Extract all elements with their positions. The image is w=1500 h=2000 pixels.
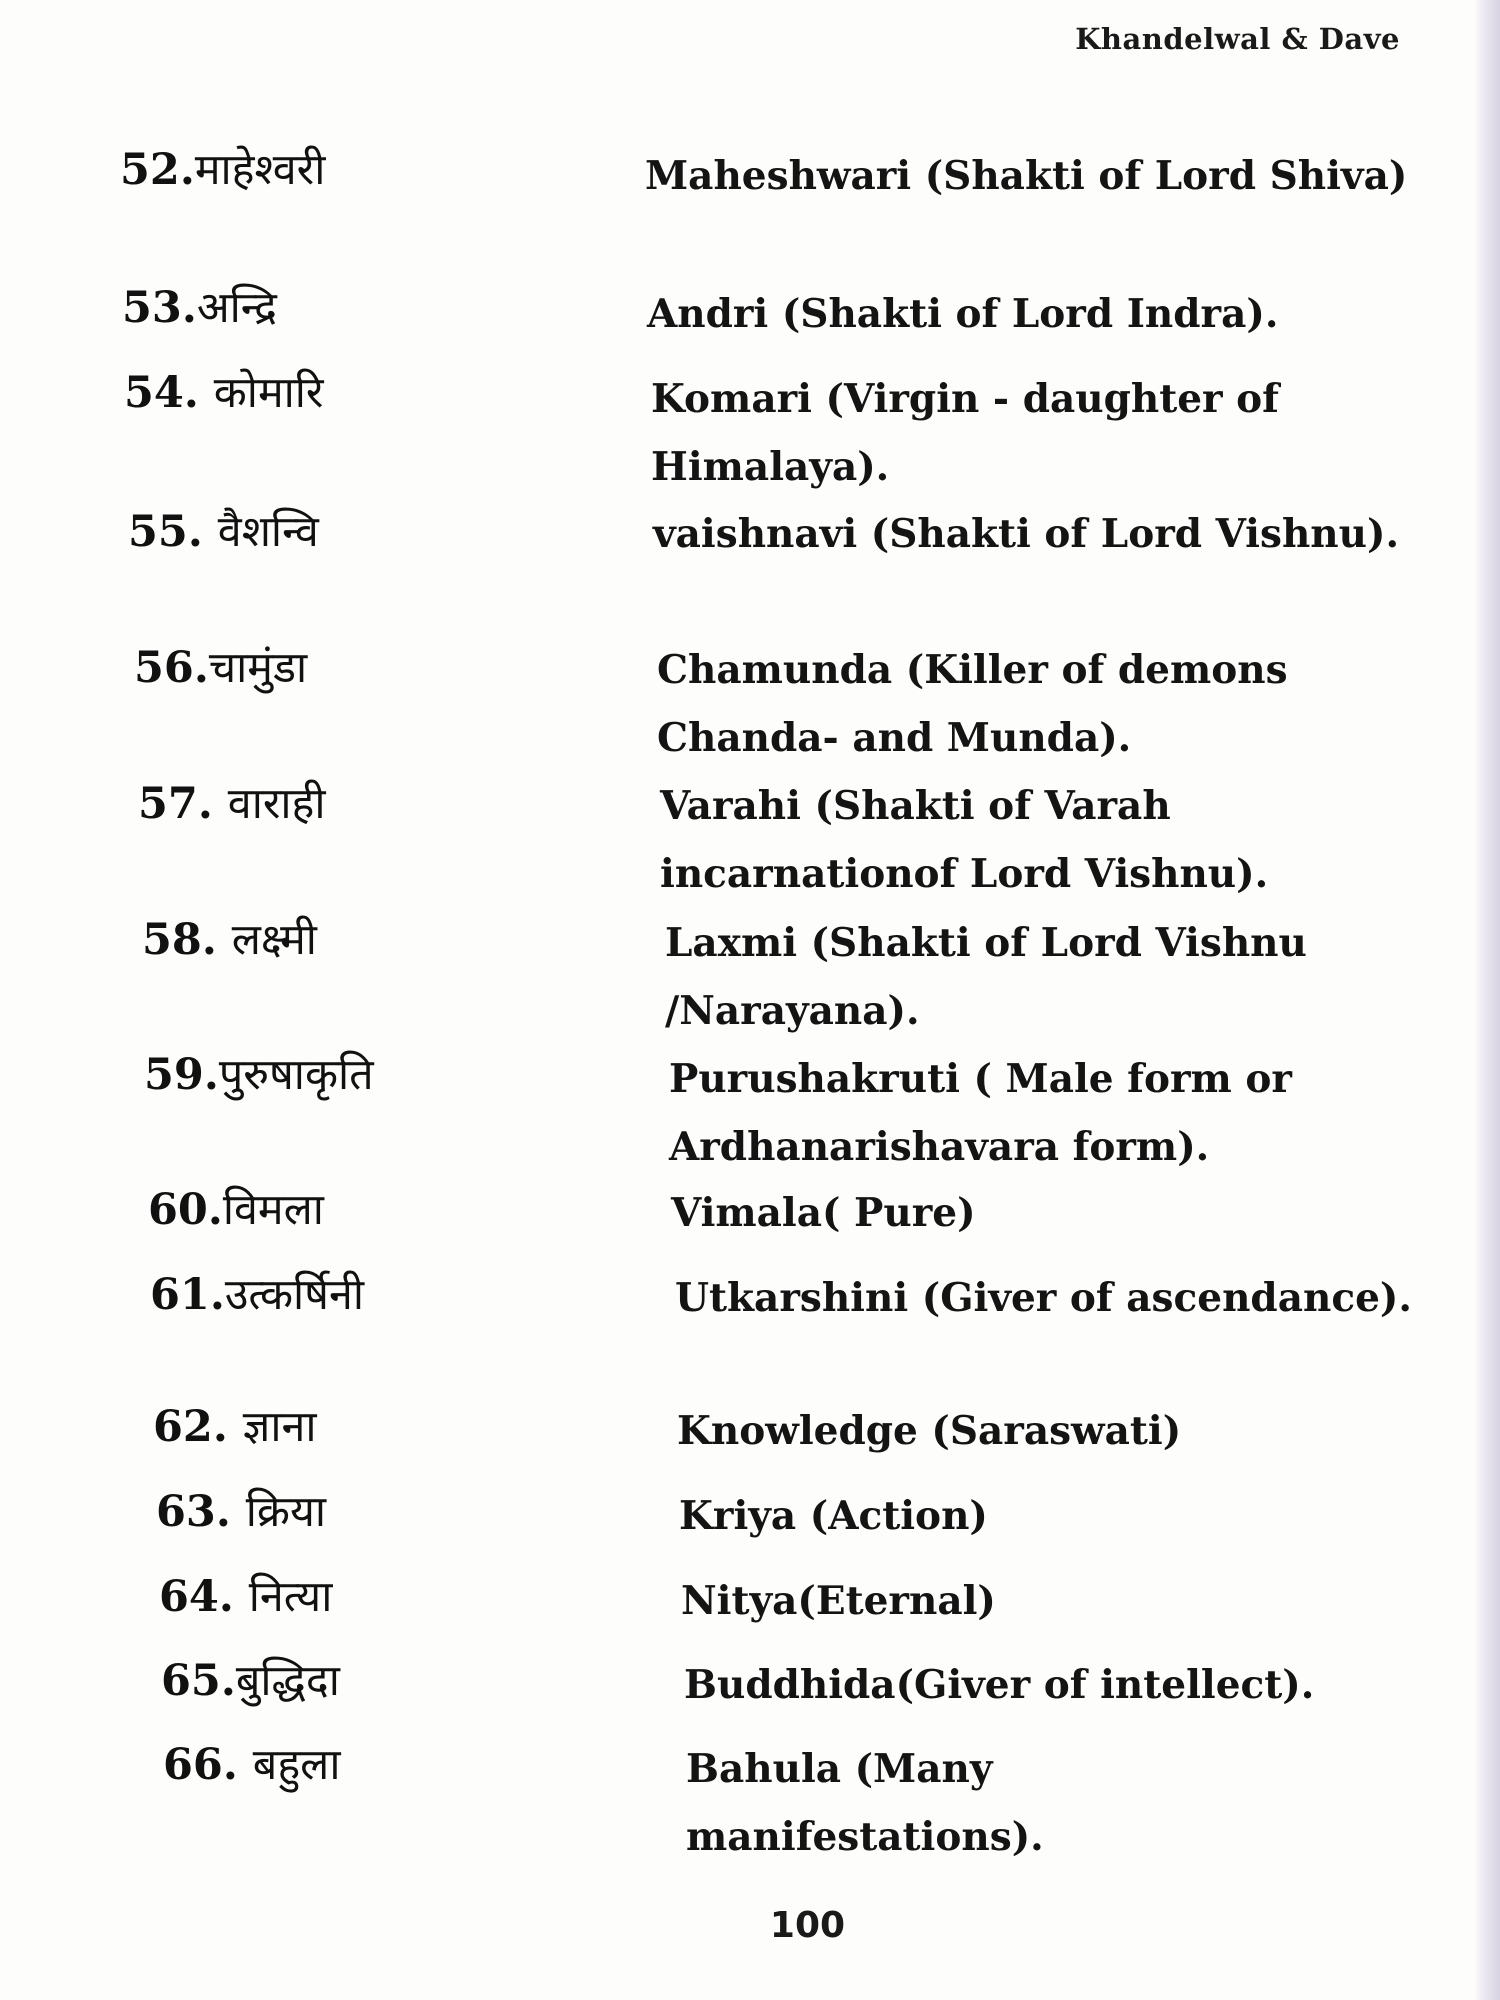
term-word: विमला	[222, 1185, 324, 1235]
entry-number: 62.	[153, 1402, 243, 1452]
english-meaning: Buddhida(Giver of intellect).	[684, 1662, 1315, 1708]
sanskrit-term	[124, 368, 324, 418]
sanskrit-term	[144, 1050, 374, 1100]
term-word: चामुंडा	[208, 643, 308, 693]
term-word: पुरुषाकृति	[218, 1050, 374, 1100]
entry-number: 61.	[150, 1270, 225, 1320]
entry-number: 60.	[148, 1185, 223, 1235]
entry-number: 63.	[156, 1487, 246, 1537]
entry-number: 54.	[124, 368, 214, 418]
english-meaning: Vimala( Pure)	[671, 1190, 976, 1236]
english-meaning: Utkarshini (Giver of ascendance).	[675, 1275, 1412, 1321]
sanskrit-term	[128, 507, 319, 557]
sanskrit-term	[122, 283, 277, 333]
sanskrit-term	[148, 1185, 324, 1235]
running-header: Khandelwal & Dave	[1075, 22, 1400, 56]
sanskrit-term	[161, 1656, 340, 1706]
english-meaning: Knowledge (Saraswati)	[677, 1408, 1182, 1454]
sanskrit-term	[138, 779, 326, 829]
term-word: अन्द्रि	[196, 283, 277, 333]
sanskrit-term	[120, 145, 325, 195]
entry-number: 66.	[163, 1740, 253, 1790]
term-word: ज्ञाना	[242, 1402, 317, 1452]
english-meaning: Kriya (Action)	[679, 1493, 988, 1539]
entry-number: 65.	[161, 1656, 236, 1706]
entry-number: 55.	[128, 507, 218, 557]
english-meaning: Purushakruti ( Male form or Ardhanarishavara form).	[669, 1056, 1292, 1170]
sanskrit-term	[134, 643, 307, 693]
sanskrit-term	[150, 1270, 364, 1320]
term-word: नित्या	[248, 1572, 333, 1622]
page-number: 100	[769, 1905, 846, 1946]
sanskrit-term	[159, 1572, 332, 1622]
english-meaning: Andri (Shakti of Lord Indra).	[647, 291, 1279, 337]
entry-number: 64.	[159, 1572, 249, 1622]
term-word: बहुला	[252, 1740, 341, 1790]
english-meaning: Komari (Virgin - daughter of Himalaya).	[651, 376, 1279, 490]
term-word: बुद्धिदा	[235, 1656, 340, 1706]
entry-number: 52.	[120, 145, 195, 195]
sanskrit-term	[142, 915, 317, 965]
term-word: उत्कर्षिनी	[224, 1270, 365, 1320]
entry-number: 56.	[134, 643, 209, 693]
entry-number: 58.	[142, 915, 232, 965]
english-meaning: Chamunda (Killer of demons Chanda- and Munda).	[657, 647, 1288, 761]
term-word: वैशन्वि	[217, 507, 319, 557]
term-word: क्रिया	[245, 1487, 327, 1537]
english-meaning: Bahula (Many manifestations).	[686, 1746, 1044, 1860]
english-meaning: Maheshwari (Shakti of Lord Shiva)	[645, 153, 1408, 199]
english-meaning: Nitya(Eternal)	[681, 1578, 996, 1624]
english-meaning: Varahi (Shakti of Varah incarnationof Lord Vishnu).	[660, 783, 1269, 897]
term-word: कोमारि	[213, 368, 324, 418]
term-word: वाराही	[227, 779, 326, 829]
sanskrit-term	[156, 1487, 326, 1537]
entry-number: 57.	[138, 779, 228, 829]
term-word: लक्ष्मी	[231, 915, 317, 965]
page-edge-shadow	[1474, 0, 1500, 2000]
english-meaning: Laxmi (Shakti of Lord Vishnu /Narayana).	[665, 920, 1307, 1034]
sanskrit-term	[153, 1402, 316, 1452]
entry-number: 53.	[122, 283, 197, 333]
sanskrit-term	[163, 1740, 340, 1790]
term-word: माहेश्वरी	[194, 145, 326, 195]
entry-number: 59.	[144, 1050, 219, 1100]
english-meaning: vaishnavi (Shakti of Lord Vishnu).	[653, 511, 1400, 557]
